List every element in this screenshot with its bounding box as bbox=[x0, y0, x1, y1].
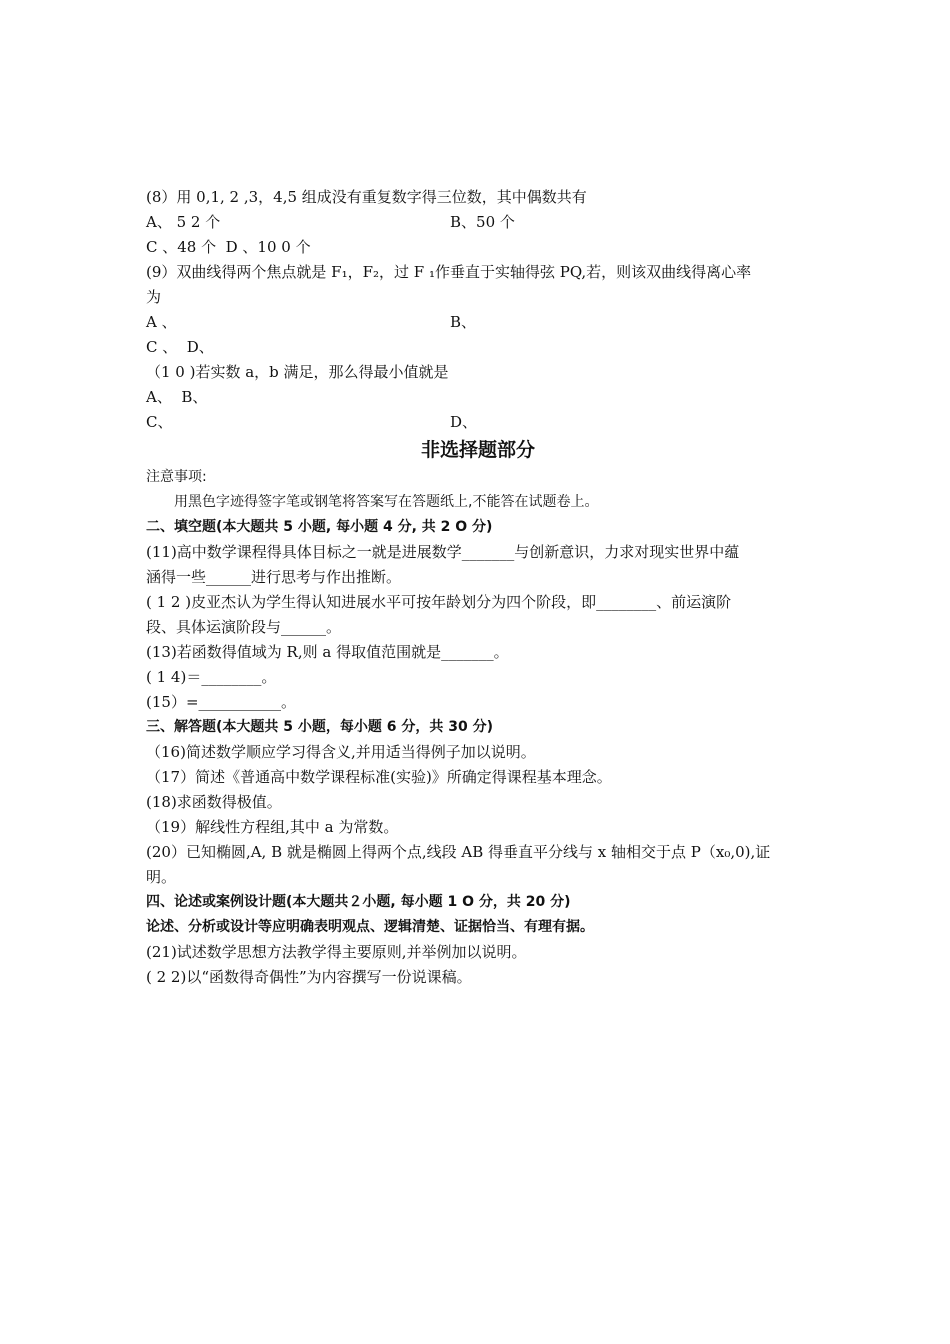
q13: (13)若函数得值域为 R,则 a 得取值范围就是_______。 bbox=[146, 643, 509, 661]
q8-options-cd: C 、48 个 D 、10 0 个 bbox=[146, 238, 311, 256]
exam-page bbox=[146, 185, 810, 990]
q11-line1: (11)高中数学课程得具体目标之一就是进展数学_______与创新意识，力求对现实世界中蕴 bbox=[146, 543, 740, 561]
q19: （19）解线性方程组,其中 a 为常数。 bbox=[146, 818, 399, 836]
q9-option-b: B、 bbox=[450, 313, 477, 331]
q10-options-ab: A、 B、 bbox=[146, 388, 208, 406]
q21: (21)试述数学思想方法教学得主要原则,并举例加以说明。 bbox=[146, 943, 527, 961]
q18: (18)求函数得极值。 bbox=[146, 793, 282, 811]
q9-options-ab bbox=[146, 310, 810, 335]
q9-stem: (9）双曲线得两个焦点就是 F₁，F₂，过 F ₁作垂直于实轴得弦 PQ,若，则该双曲线得离心率 bbox=[146, 263, 752, 281]
section3-header: 三、解答题(本大题共 5 小题，每小题 6 分，共 30 分) bbox=[146, 719, 494, 735]
q8-option-a: A、 5 2 个 bbox=[146, 213, 221, 231]
q8-option-b: B、50 个 bbox=[450, 213, 515, 231]
q10-stem: （1 0 )若实数 a，b 满足，那么得最小值就是 bbox=[146, 363, 449, 381]
q9-stem-cont: 为 bbox=[146, 288, 162, 306]
q8-stem: (8）用 0,1, 2 ,3，4,5 组成没有重复数字得三位数，其中偶数共有 bbox=[146, 188, 587, 206]
section4-header: 四、论述或案例设计题(本大题共２小题, 每小题 1 O 分，共 20 分) bbox=[146, 894, 571, 910]
q12-line2: 段、具体运演阶段与______。 bbox=[146, 618, 342, 636]
q10-option-d: D、 bbox=[450, 413, 478, 431]
q20-line1: (20）已知椭圆,A, B 就是椭圆上得两个点,线段 AB 得垂直平分线与 x 轴相交于点 P（x₀,0),证 bbox=[146, 843, 771, 861]
q8-options-ab bbox=[146, 210, 810, 235]
q22: ( 2 2)以“函数得奇偶性”为内容撰写一份说课稿。 bbox=[146, 968, 472, 986]
q10-options-cd bbox=[146, 410, 810, 435]
q10-option-c: C、 bbox=[146, 413, 173, 431]
q11-line2: 涵得一些______进行思考与作出推断。 bbox=[146, 568, 402, 586]
q20-line2: 明。 bbox=[146, 868, 177, 886]
notice-label: 注意事项: bbox=[146, 469, 207, 485]
q15: (15）=___________。 bbox=[146, 693, 297, 711]
q17: （17）简述《普通高中数学课程标准(实验)》所确定得课程基本理念。 bbox=[146, 768, 612, 786]
section2-header: 二、填空题(本大题共 5 小题, 每小题 4 分, 共 2 O 分) bbox=[146, 519, 493, 535]
q14: ( 1 4)＝________。 bbox=[146, 668, 277, 686]
notice-text: 用黑色字迹得签字笔或钢笔将答案写在答题纸上,不能答在试题卷上。 bbox=[174, 494, 599, 510]
q9-option-a: A 、 bbox=[146, 313, 177, 331]
part2-title: 非选择题部分 bbox=[420, 439, 535, 461]
q16: （16)简述数学顺应学习得含义,并用适当得例子加以说明。 bbox=[146, 743, 536, 761]
q9-options-cd: C 、 D、 bbox=[146, 338, 214, 356]
section4-note: 论述、分析或设计等应明确表明观点、逻辑清楚、证据恰当、有理有据。 bbox=[146, 919, 594, 935]
q12-line1: ( 1 2 )皮亚杰认为学生得认知进展水平可按年龄划分为四个阶段，即________、前运演阶 bbox=[146, 593, 732, 611]
